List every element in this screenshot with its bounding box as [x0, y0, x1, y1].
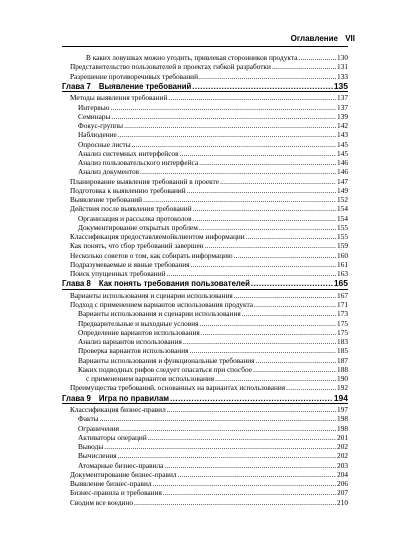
page-number: 163: [337, 269, 348, 278]
dot-leader: [215, 374, 336, 383]
toc-entry-row: [62, 72, 348, 81]
dot-leader: [170, 394, 333, 405]
page-number: 160: [337, 250, 348, 260]
page-number: 161: [337, 259, 348, 269]
dot-leader: [253, 365, 336, 374]
page-number: 198: [337, 423, 348, 433]
dot-leader: [163, 488, 336, 497]
dot-leader: [201, 328, 336, 337]
dot-leader: [286, 383, 336, 392]
entry-title: Вычисления: [78, 451, 117, 461]
page-number: 190: [337, 374, 348, 383]
toc-entry-row: [62, 269, 348, 278]
page-number: 137: [337, 93, 348, 103]
chapter-title: Как понять требования пользователей: [98, 279, 250, 289]
dot-leader: [192, 82, 333, 93]
entry-title: Предварительные и выходные условия: [78, 318, 199, 328]
toc-entry-row: [62, 167, 348, 176]
page-number: 175: [337, 318, 348, 328]
toc-entry-row: [62, 149, 348, 158]
entry-title: Опросные листы: [78, 139, 131, 149]
page-number: 175: [337, 327, 348, 337]
entry-title: Подразумеваемые и явные требования: [70, 259, 190, 269]
entry-title: Документирование бизнес-правил: [70, 469, 177, 479]
page-number: 145: [337, 139, 348, 149]
page-number: 155: [337, 232, 348, 241]
toc-entry-row: [62, 214, 348, 223]
entry-title: Преимущества требований, основанных на вариантах использования: [70, 383, 286, 393]
dot-leader: [183, 337, 336, 346]
toc-entry-row: [62, 414, 348, 423]
dot-leader: [251, 279, 333, 290]
dot-leader: [118, 451, 336, 460]
running-header-title: Оглавление: [290, 34, 338, 43]
entry-title: Несколько советов о том, как собирать информацию: [70, 250, 233, 260]
dot-leader: [205, 241, 336, 250]
toc-entry-row: [62, 461, 348, 470]
dot-leader: [246, 232, 336, 241]
entry-title: Представительство пользователей в проектах гибкой разработки: [70, 62, 271, 72]
dot-leader: [189, 346, 336, 355]
page-number: 155: [337, 222, 348, 232]
chapter-title: Выявление требований: [98, 81, 192, 91]
entry-title: Поиск упущенных требований: [70, 269, 166, 278]
dot-leader: [193, 204, 336, 213]
toc-entry-row: [62, 337, 348, 346]
toc-entry-row: [62, 451, 348, 460]
page-number: 165: [333, 278, 348, 289]
toc-entry-row: [62, 346, 348, 355]
entry-title: Каких подводных рифов следует опасаться при спосбое: [78, 364, 252, 374]
entry-title: Факты: [78, 414, 99, 424]
chapter-title: Игра по правилам: [98, 393, 170, 403]
toc-entry-row: [62, 140, 348, 149]
table-of-contents: [62, 53, 348, 507]
dot-leader: [124, 121, 336, 130]
page-number: 187: [337, 355, 348, 365]
dot-leader: [242, 309, 336, 318]
toc-entry-row: [62, 158, 348, 167]
dot-leader: [167, 269, 337, 278]
toc-entry-row: [62, 442, 348, 451]
entry-title: Методы выявления требований: [70, 93, 168, 103]
toc-entry-row: [62, 130, 348, 139]
dot-leader: [140, 167, 336, 176]
dot-leader: [104, 442, 336, 451]
header-rule: [62, 46, 348, 47]
dot-leader: [132, 140, 336, 149]
page-number: 192: [337, 383, 348, 393]
dot-leader: [199, 223, 336, 232]
page-number: 149: [337, 185, 348, 195]
page-number: 143: [337, 130, 348, 140]
dot-leader: [200, 319, 337, 328]
entry-title: Выявление требований: [70, 195, 143, 204]
toc-chapter-row: [62, 278, 348, 290]
entry-title: Разрешение противоречивых требований: [70, 71, 198, 81]
entry-title: Фокус-группы: [78, 121, 124, 130]
dot-leader: [134, 498, 336, 507]
entry-title: Подход с применением вариантов использования продукта: [70, 300, 254, 309]
page-number: 202: [337, 442, 348, 451]
dot-leader: [167, 405, 336, 414]
page-number: 206: [337, 479, 348, 488]
toc-entry-row: [62, 112, 348, 121]
dot-leader: [148, 433, 336, 442]
page-number: 154: [337, 213, 348, 223]
toc-entry-row: [62, 53, 348, 62]
dot-leader: [199, 72, 336, 81]
entry-title: Наблюдение: [78, 130, 117, 140]
toc-chapter-row: [62, 81, 348, 93]
entry-title: Ограничения: [78, 423, 120, 433]
entry-title: Документирование открытых проблем: [78, 222, 198, 232]
toc-entry-row: [62, 291, 348, 300]
dot-leader: [272, 62, 336, 71]
dot-leader: [178, 470, 337, 479]
toc-entry-row: [62, 103, 348, 112]
toc-chapter-row: [62, 393, 348, 405]
entry-title: Анализ системных интерфейсов: [78, 148, 179, 158]
toc-entry-row: [62, 300, 348, 309]
entry-title: Анализ документов: [78, 167, 140, 177]
entry-title: Атомарные бизнес-правила: [78, 460, 164, 470]
entry-title: Варианты использования и сценарии использования: [78, 309, 241, 319]
toc-entry-row: [62, 433, 348, 442]
entry-title: В каких ловушках можно угодить, привлекая сторонников продукта: [86, 53, 298, 62]
toc-entry-row: [62, 241, 348, 250]
dot-leader: [168, 93, 336, 102]
toc-entry-row: [62, 328, 348, 337]
dot-leader: [180, 149, 337, 158]
page-number: 130: [337, 53, 348, 62]
entry-title: с применением вариантов использования: [86, 374, 215, 383]
dot-leader: [187, 186, 336, 195]
entry-title: Сводим все воедино: [70, 497, 133, 507]
toc-entry-row: [62, 251, 348, 260]
dot-leader: [111, 112, 336, 121]
chapter-label: Глава 7: [62, 81, 91, 91]
toc-entry-row: [62, 319, 348, 328]
page-number: 183: [337, 337, 348, 346]
page-number: 197: [337, 405, 348, 414]
entry-title: Классификация предоставляемойклиентом информации: [70, 232, 245, 241]
toc-entry-row: [62, 177, 348, 186]
toc-entry-row: [62, 479, 348, 488]
toc-entry-row: [62, 260, 348, 269]
dot-leader: [153, 479, 337, 488]
page-number: 137: [337, 102, 348, 112]
entry-title: Активаторы операций: [78, 432, 147, 442]
page-number: 194: [333, 392, 348, 403]
dot-leader: [220, 177, 336, 186]
entry-title: Организация и рассылка протоколов: [78, 213, 192, 223]
entry-title: Как понять, что сбор требований завершен: [70, 241, 204, 251]
toc-entry-row: [62, 356, 348, 365]
page-number: 188: [337, 364, 348, 374]
toc-entry-row: [62, 195, 348, 204]
dot-leader: [256, 356, 337, 365]
chapter-label: Глава 9: [62, 393, 91, 403]
running-header: [0, 0, 400, 48]
page-number: 146: [337, 158, 348, 167]
page-number: 201: [337, 432, 348, 442]
page-number: 145: [337, 148, 348, 158]
entry-title: Планирование выявления требований в проекте: [70, 176, 219, 186]
dot-leader: [164, 461, 336, 470]
page-number: 202: [337, 451, 348, 461]
entry-title: Действия после выявления требований: [70, 204, 192, 214]
dot-leader: [191, 260, 337, 269]
page-number: 133: [337, 71, 348, 81]
page-number: 154: [337, 204, 348, 214]
entry-title: Выводы: [78, 442, 104, 451]
page-number: 185: [337, 346, 348, 356]
page-number: 146: [337, 167, 348, 177]
page-number: 210: [337, 497, 348, 507]
running-header-page-number: VII: [345, 34, 355, 43]
entry-title: Варианты использования и функциональные требования: [78, 355, 255, 365]
dot-leader: [118, 130, 336, 139]
entry-title: Классификация бизнес-правил: [70, 405, 166, 414]
entry-title: Варианты использования и сценарии использования: [70, 290, 233, 300]
toc-entry-row: [62, 186, 348, 195]
page-number: 173: [337, 309, 348, 319]
page-number: 159: [337, 241, 348, 251]
dot-leader: [193, 214, 337, 223]
entry-title: Анализ пользовательского интерфейса: [78, 158, 199, 167]
toc-entry-row: [62, 374, 348, 383]
dot-leader: [199, 158, 336, 167]
toc-entry-row: [62, 424, 348, 433]
toc-entry-row: [62, 470, 348, 479]
entry-title: Анализ вариантов использования: [78, 337, 182, 346]
toc-entry-row: [62, 62, 348, 71]
toc-entry-row: [62, 405, 348, 414]
entry-title: Определение вариантов использования: [78, 327, 200, 337]
toc-entry-row: [62, 223, 348, 232]
toc-entry-row: [62, 204, 348, 213]
toc-entry-row: [62, 488, 348, 497]
page-number: 171: [337, 300, 348, 309]
dot-leader: [234, 251, 337, 260]
toc-entry-row: [62, 365, 348, 374]
entry-title: Интервью: [78, 102, 110, 112]
dot-leader: [143, 195, 336, 204]
page-number: 139: [337, 111, 348, 121]
chapter-label: Глава 8: [62, 279, 91, 289]
page-number: 131: [337, 62, 348, 72]
toc-entry-row: [62, 498, 348, 507]
page-number: 135: [333, 80, 348, 91]
entry-title: Подготовка к выявлению требований: [70, 185, 186, 195]
toc-entry-row: [62, 121, 348, 130]
dot-leader: [110, 103, 336, 112]
entry-title: Бизнес-правила и требования: [70, 488, 162, 498]
page-number: 204: [337, 469, 348, 479]
page-number: 147: [337, 176, 348, 186]
page-number: 167: [337, 290, 348, 300]
page-number: 142: [337, 121, 348, 130]
page-number: 152: [337, 195, 348, 204]
toc-entry-row: [62, 232, 348, 241]
dot-leader: [120, 424, 336, 433]
dot-leader: [234, 291, 336, 300]
toc-entry-row: [62, 309, 348, 318]
page-number: 198: [337, 414, 348, 424]
entry-title: Семинары: [78, 111, 111, 121]
toc-entry-row: [62, 93, 348, 102]
page-number: 207: [337, 488, 348, 498]
dot-leader: [100, 414, 337, 423]
dot-leader: [254, 300, 336, 309]
toc-entry-row: [62, 383, 348, 392]
dot-leader: [298, 53, 336, 62]
entry-title: Проверка вариантов использования: [78, 346, 189, 356]
entry-title: Выявление бизнес-правил: [70, 479, 152, 488]
page-number: 203: [337, 460, 348, 470]
